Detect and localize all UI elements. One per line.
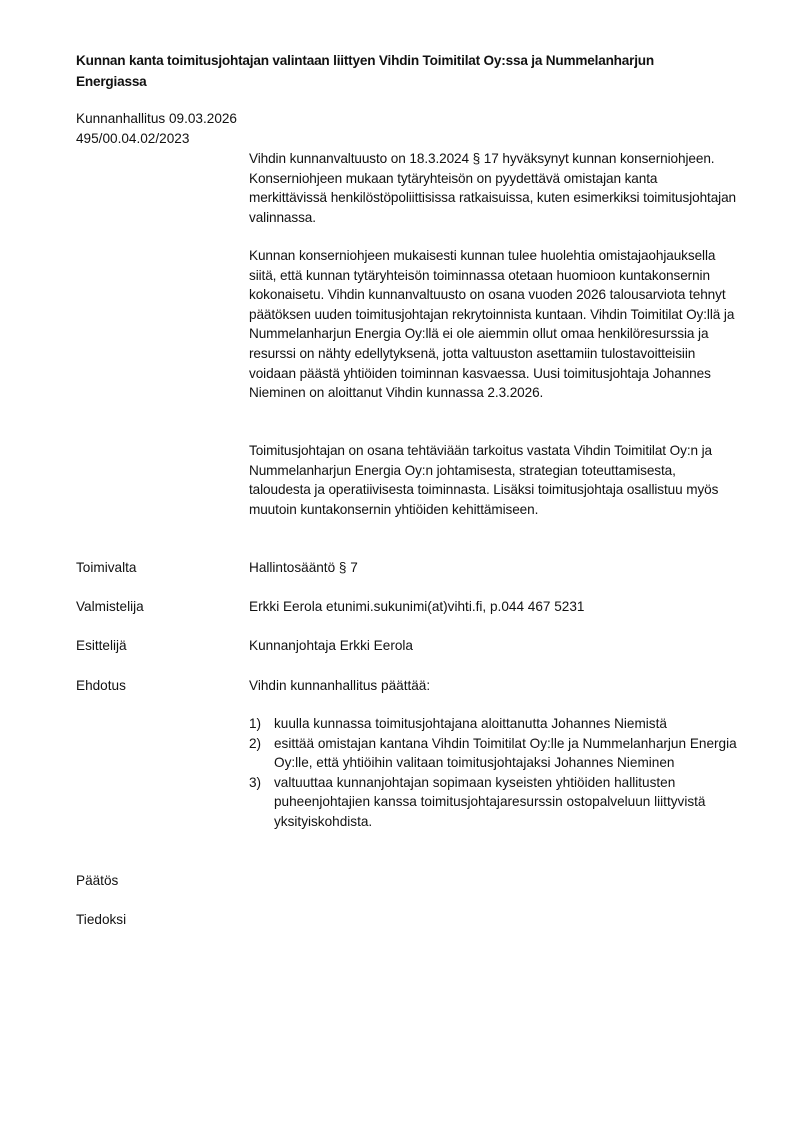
body-paragraph: Vihdin kunnanvaltuusto on 18.3.2024 § 17 hyväksynyt kunnan konserniohjeen. Konserniohjeen mukaan tytäryhteisön on pyydettävä omistajan kanta merkittävissä henkilöstöpoliittisissa ratkaisuissa, kuten esimerkiksi toimitusjohtajan valinnassa. bbox=[249, 151, 737, 225]
record-number: 495/00.04.02/2023 bbox=[76, 130, 190, 146]
body-paragraph: Toimitusjohtajan on osana tehtäviään tarkoitus vastata Vihdin Toimitilat Oy:n ja Nummelanharjun Energia Oy:n johtamisesta, strategian toteuttamisesta, taloudesta ja operatiivisesta toiminnasta. Lisäksi toimitusjohtaja osallistuu myös muutoin kuntakonsernin yhtiöiden kehittämiseen. bbox=[249, 443, 719, 517]
meeting-info bbox=[76, 109, 237, 148]
field-label: Esittelijä bbox=[76, 638, 127, 653]
item-text: valtuuttaa kunnanjohtajan sopimaan kyseisten yhtiöiden hallitusten puheenjohtajien kanssa toimitusjohtajaresurssin ostopalveluun liittyvistä yksityiskohdista. bbox=[274, 774, 706, 829]
field-label: Päätös bbox=[76, 873, 119, 888]
field-label: Tiedoksi bbox=[76, 912, 127, 927]
item-text: esittää omistajan kantana Vihdin Toimitilat Oy:lle ja Nummelanharjun Energia Oy:lle, että yhtiöihin valitaan toimitusjohtajaksi Johannes Nieminen bbox=[274, 735, 737, 771]
meeting-name: Kunnanhallitus 09.03.2026 bbox=[76, 111, 237, 126]
item-number: 2) bbox=[249, 735, 262, 751]
field-label: Toimivalta bbox=[76, 560, 137, 575]
field-value: Hallintosääntö § 7 bbox=[249, 560, 358, 575]
field-label: Ehdotus bbox=[76, 678, 126, 693]
item-text: kuulla kunnassa toimitusjohtajana aloittanutta Johannes Niemistä bbox=[274, 716, 667, 731]
field-label: Valmistelija bbox=[76, 599, 144, 614]
document-title: Kunnan kanta toimitusjohtajan valintaan liittyen Vihdin Toimitilat Oy:ssa ja Nummelanharjun Energiassa bbox=[76, 53, 655, 89]
body-paragraph: Kunnan konserniohjeen mukaisesti kunnan tulee huolehtia omistajaohjauksella siitä, että kunnan tytäryhteisön toiminnassa otetaan huomioon kuntakonsernin kokonaisetu. Vihdin kunnanvaltuusto on osana vuoden 2026 talousarviota tehnyt päätöksen uuden toimitusjohtajan rekrytoinnista kuntaan. Vihdin Toimitilat Oy:llä ja Nummelanharjun Energia Oy:llä ei ole aiemmin ollut omaa henkilöresurssia ja resurssi on nähty edellytyksenä, jotta valtuuston asettamiin tulostavoitteisiin voidaan päästä yhtiöiden toiminnan kasvaessa. Uusi toimitusjohtaja Johannes Nieminen on aloittanut Vihdin kunnassa 2.3.2026. bbox=[249, 248, 735, 401]
proposal-item bbox=[249, 714, 739, 734]
field-value: Kunnanjohtaja Erkki Eerola bbox=[249, 638, 413, 653]
field-value: Erkki Eerola etunimi.sukunimi(at)vihti.fi, p.044 467 5231 bbox=[249, 599, 585, 614]
proposal-item bbox=[249, 773, 739, 832]
proposal-item bbox=[249, 734, 739, 773]
field-value: Vihdin kunnanhallitus päättää: bbox=[249, 678, 431, 693]
proposal-list bbox=[249, 714, 739, 832]
item-number: 1) bbox=[249, 716, 262, 731]
item-number: 3) bbox=[249, 774, 262, 790]
